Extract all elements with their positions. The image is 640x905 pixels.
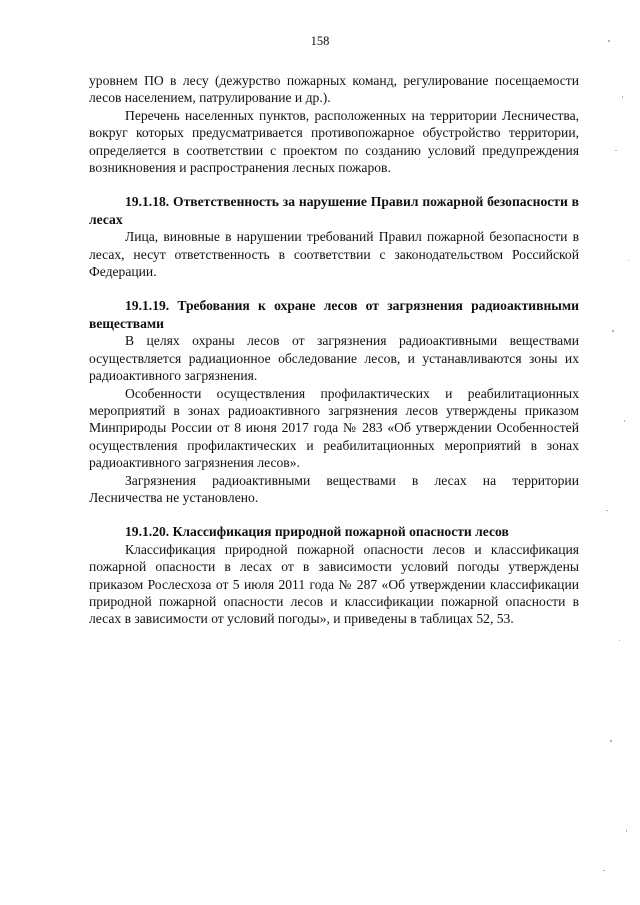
paragraph: Загрязнения радиоактивными веществами в лесах на территории Лесничества не установлено. [89, 472, 579, 505]
spacer [89, 506, 579, 523]
document-body [89, 72, 579, 628]
spacer [89, 176, 579, 193]
section-heading-19-1-19: 19.1.19. Требования к охране лесов от загрязнения радиоактивными веществами [89, 298, 579, 331]
section-heading-19-1-20: 19.1.20. Классификация природной пожарной опасности лесов [125, 524, 509, 540]
page-number: 158 [310, 34, 330, 48]
spacer [89, 280, 579, 297]
paragraph: Классификация природной пожарной опасности лесов и классификация пожарной опасности в лесах от в зависимости условий погоды утверждены приказом Рослесхоза от 5 июля 2011 года № 287 «Об утверждении классификации природной пожарной опасности лесов и классификации пожарной опасности в лесах в зависимости от условий погоды», и приведены в таблицах 52, 53. [89, 541, 579, 627]
paragraph: Лица, виновные в нарушении требований Правил пожарной безопасности в лесах, несут ответственность в соответствии с законодательством Российской Федерации. [89, 229, 579, 280]
section-heading-19-1-18: 19.1.18. Ответственность за нарушение Правил пожарной безопасности в лесах [89, 194, 579, 227]
paragraph: Особенности осуществления профилактических и реабилитационных мероприятий в зонах радиоактивного загрязнения лесов утверждены приказом Минприроды России от 8 июня 2017 года № 283 «Об утверждении Особенностей осуществления профилактических и реабилитационных мероприятий в зонах радиоактивного загрязнения лесов». [89, 385, 579, 471]
paragraph: Перечень населенных пунктов, расположенных на территории Лесничества, вокруг которых предусматривается противопожарное обустройство территории, определяется в соответствии с проектом по созданию условий предупреждения возникновения и распространения лесных пожаров. [89, 107, 579, 176]
paragraph: В целях охраны лесов от загрязнения радиоактивными веществами осуществляется радиационное обследование лесов, и устанавливаются зоны их радиоактивного загрязнения. [89, 333, 579, 384]
paragraph: уровнем ПО в лесу (дежурство пожарных команд, регулирование посещаемости лесов населением, патрулирование и др.). [89, 73, 579, 106]
